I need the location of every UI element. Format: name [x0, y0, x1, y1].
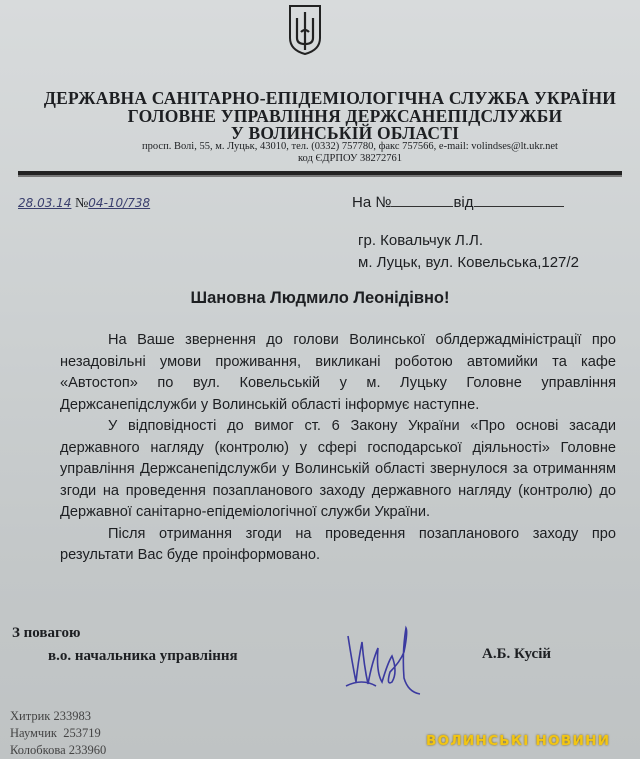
outgoing-no-label: № — [74, 196, 89, 211]
contact-line: Наумчик 253719 — [10, 726, 101, 740]
salutation: Шановна Людмило Леонідівно! — [190, 289, 450, 307]
outgoing-reference — [18, 196, 150, 212]
incoming-from-label: від — [453, 194, 474, 211]
org-address: просп. Волі, 55, м. Луцьк, 43010, тел. (0332) 757780, факс 757566, e-mail: volindses@lt.ukr.net — [142, 141, 558, 152]
recipient-address: м. Луцьк, вул. Ковельська,127/2 — [358, 254, 579, 271]
incoming-no-label: На № — [352, 194, 392, 211]
contact-line: Колобкова 233960 — [10, 743, 107, 757]
signer-name: А.Б. Кусій — [482, 646, 552, 662]
org-title-line1: ДЕРЖАВНА САНІТАРНО-ЕПІДЕМІОЛОГІЧНА СЛУЖБА УКРАЇНИ — [43, 88, 617, 108]
letter-body — [60, 330, 616, 567]
recipient-name: гр. Ковальчук Л.Л. — [358, 232, 484, 249]
watermark: ВОЛИНСЬКІ НОВИНИ — [426, 733, 611, 749]
incoming-reference — [352, 192, 564, 211]
incoming-number-blank — [391, 192, 453, 207]
signature-icon — [342, 622, 426, 700]
outgoing-number: 04-10/738 — [88, 196, 151, 210]
incoming-date-blank — [474, 192, 564, 207]
signer-position: в.о. начальника управління — [48, 648, 238, 664]
org-title-line2: ГОЛОВНЕ УПРАВЛІННЯ ДЕРЖСАНЕПІДСЛУЖБИ — [127, 106, 563, 126]
header-divider — [18, 171, 622, 175]
closing-regards: З повагою — [12, 625, 81, 641]
paragraph: Після отримання згоди на проведення позапланового заходу про результати Вас буде проінформовано. — [60, 525, 616, 563]
org-title-line3: У ВОЛИНСЬКІЙ ОБЛАСТІ — [230, 123, 460, 143]
org-code: код ЄДРПОУ 38272761 — [297, 153, 403, 164]
outgoing-date: 28.03.14 — [18, 196, 72, 210]
paragraph: У відповідності до вимог ст. 6 Закону України «Про основі засади державного нагляду (контролю) у сфері господарської діяльності» Головне управління Держсанепідслужби у Волинській області звернулося за отриманням згоди на проведення позапланового заходу державного нагляду (контролю) до Державної санітарно-епідеміологічної служби України. — [60, 418, 616, 520]
coat-of-arms-icon — [288, 4, 322, 56]
contact-line: Хитрик 233983 — [10, 709, 91, 723]
paragraph: На Ваше звернення до голови Волинської облдержадміністрації про незадовільні умови проживання, викликані роботою автомийки та кафе «Автостоп» по вул. Ковельській у м. Луцьку Головне управління Держсанепідслужби у Волинській області інформує наступне. — [60, 332, 616, 413]
